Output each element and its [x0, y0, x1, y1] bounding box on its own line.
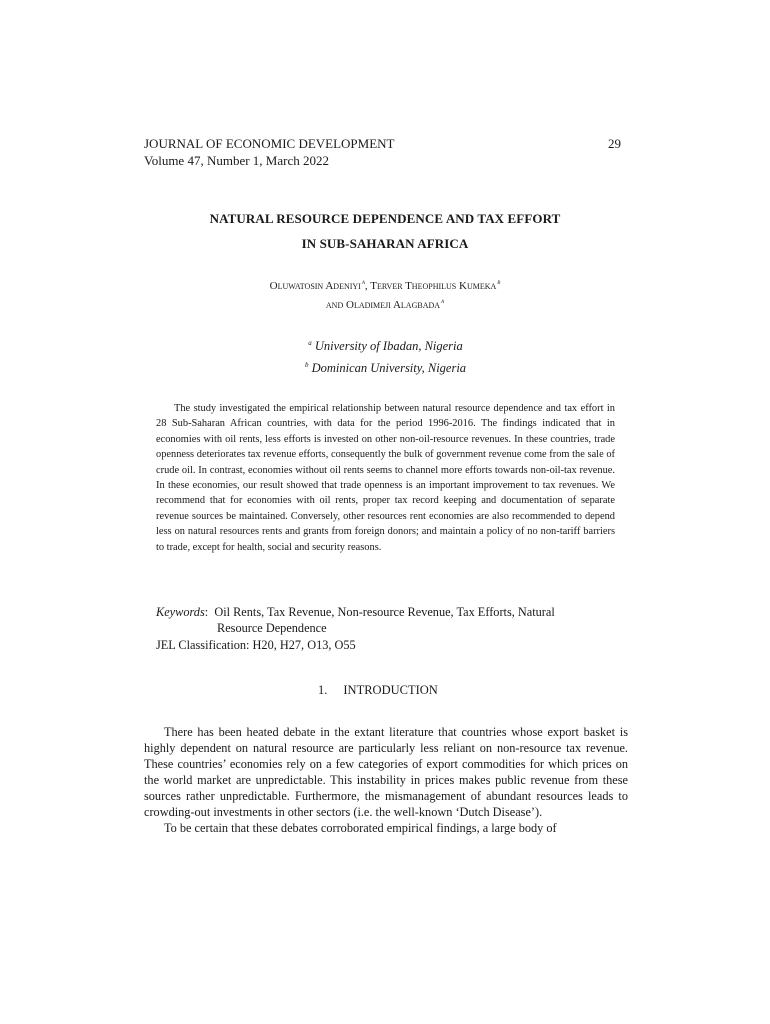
keywords-line-1 — [156, 605, 628, 621]
affiliation — [0, 339, 770, 354]
volume-line: Volume 47, Number 1, March 2022 — [144, 152, 329, 168]
affiliation-mark: a — [308, 339, 312, 347]
keywords-label: Keywords — [156, 605, 205, 619]
abstract: The study investigated the empirical relationship between natural resource dependence and tax effort in 28 Sub-Saharan African countries, with data for the period 1996-2016. The findings indicated that in economies with oil rents, less efforts is invested on other non-oil-resource revenues. In these countries, trade openness deteriorates tax revenue efforts, consequently the bulk of government revenue come from the sale of crude oil. In contrast, economies without oil rents seems to channel more efforts towards non-oil-tax revenue. In these economies, our result showed that trade openness is an important improvement to tax revenues. We recommend that for economies with oil rents, proper tax record keeping and documentation of separate revenue sources be maintained. Conversely, other resources rent economies are also recommended to depend less on natural resources rents and grants from foreign donors; and maintain a policy of no non-tariff barriers to trade, except for health, social and security reasons. — [156, 403, 615, 553]
author-separator: , — [364, 280, 371, 292]
section-title: INTRODUCTION — [343, 683, 438, 697]
keywords-text: Oil Rents, Tax Revenue, Non-resource Revenue, Tax Efforts, Natural — [214, 605, 555, 619]
keywords — [156, 605, 628, 636]
paper-title-line-1: NATURAL RESOURCE DEPENDENCE AND TAX EFFORT — [209, 211, 561, 226]
affiliation-mark: b — [304, 361, 309, 369]
jel-classification: JEL Classification: H20, H27, O13, O55 — [156, 638, 356, 652]
author-affiliation-mark: b — [497, 278, 501, 286]
author-name: Terver Theophilus Kumeka — [370, 280, 497, 292]
journal-header — [144, 136, 395, 169]
page-number: 29 — [608, 136, 621, 151]
paper-title-line-2: IN SUB-SAHARAN AFRICA — [301, 236, 469, 251]
affiliation-text: Dominican University, Nigeria — [311, 361, 467, 375]
body-paragraph: There has been heated debate in the extant literature that countries whose export basket is highly dependent on natural resource are particularly less reliant on non-resource tax revenue. These countries’ economies rely on a few categories of export commodities for which prices on the world market are unpredictable. This instability in prices makes public revenue from these sources rather unpredictable. Furthermore, the mismanagement of abundant resources leads to crowding-out investments in other sectors (i.e. the well-known ‘Dutch Disease’). — [144, 725, 628, 819]
section-number: 1. — [318, 683, 328, 697]
author-name: Oladimeji Alagbada — [346, 299, 441, 311]
authors-line-1 — [0, 278, 770, 292]
author-name: Oluwatosin Adeniyi — [269, 280, 361, 292]
affiliation — [0, 361, 770, 376]
section-heading — [318, 683, 438, 698]
author-conjunction: and — [325, 299, 346, 311]
body-paragraph: To be certain that these debates corroborated empirical findings, a large body of — [164, 821, 557, 835]
authors-line-2 — [0, 297, 770, 311]
journal-name: JOURNAL OF ECONOMIC DEVELOPMENT — [144, 136, 395, 151]
affiliation-text: University of Ibadan, Nigeria — [314, 339, 463, 353]
keywords-text: Resource Dependence — [217, 620, 327, 635]
keywords-colon: : — [204, 605, 209, 619]
author-affiliation-mark: a — [441, 297, 445, 305]
body-text — [144, 724, 628, 836]
author-affiliation-mark: a — [361, 278, 365, 286]
